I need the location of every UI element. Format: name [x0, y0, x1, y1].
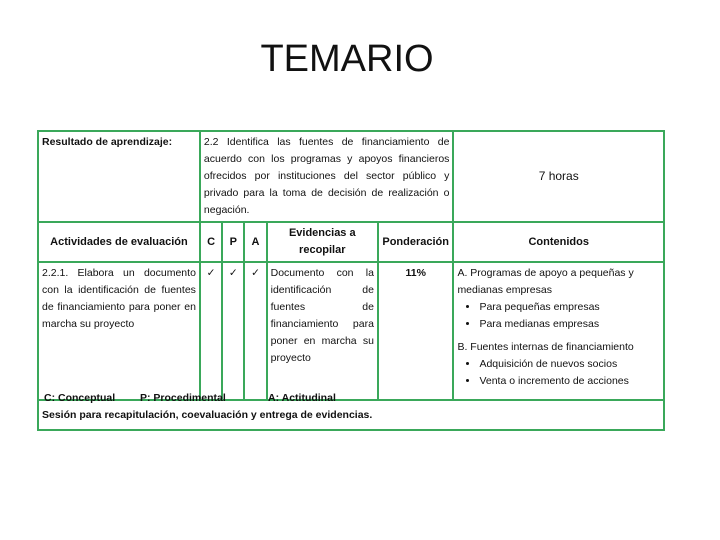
check-c-icon: ✓	[201, 263, 221, 399]
list-item: • Para medianas empresas	[479, 316, 660, 333]
header-a: A	[245, 223, 265, 261]
list-item: • Adquisición de nuevos socios	[479, 356, 660, 373]
contents-list-b	[457, 356, 660, 390]
legend-actitudinal: A: Actitudinal	[268, 392, 336, 404]
slide-title: TEMARIO	[260, 38, 434, 80]
hours-cell: 7 horas	[454, 132, 663, 221]
weight-cell: 11%	[379, 263, 453, 399]
list-item: • Para pequeñas empresas	[479, 299, 660, 316]
table-row	[39, 263, 663, 399]
list-item: • Venta o incremento de acciones	[479, 373, 660, 390]
check-a-icon: ✓	[245, 263, 265, 399]
result-text: 2.2 Identifica las fuentes de financiamiento de acuerdo con los programas y apoyos financieros ofrecidos por instituciones del sector público y privado para la toma de decisión de realización o negación.	[201, 132, 453, 221]
contents-list-a	[457, 299, 660, 333]
session-row: Sesión para recapitulación, coevaluación y entrega de evidencias.	[39, 401, 663, 429]
syllabus-table	[37, 130, 665, 431]
legend-conceptual: C: Conceptual	[44, 392, 116, 404]
activity-cell: 2.2.1. Elabora un documento con la identificación de fuentes de financiamiento para poner en marcha su proyecto	[39, 263, 199, 399]
header-weight: Ponderación	[379, 223, 453, 261]
header-p: P	[223, 223, 243, 261]
header-c: C	[201, 223, 221, 261]
contents-cell	[454, 263, 663, 399]
legend-procedimental: P: Procedimental	[140, 392, 226, 404]
header-evidence: Evidencias a recopilar	[268, 223, 377, 261]
contents-group-a: A. Programas de apoyo a pequeñas y medianas empresas	[457, 267, 634, 296]
check-p-icon: ✓	[223, 263, 243, 399]
result-label: Resultado de aprendizaje:	[39, 132, 199, 221]
evidence-cell: Documento con la identificación de fuentes de financiamiento para poner en marcha su proyecto	[268, 263, 377, 399]
contents-group-b: B. Fuentes internas de financiamiento	[457, 341, 634, 353]
header-activities: Actividades de evaluación	[39, 223, 199, 261]
header-contents: Contenidos	[454, 223, 663, 261]
